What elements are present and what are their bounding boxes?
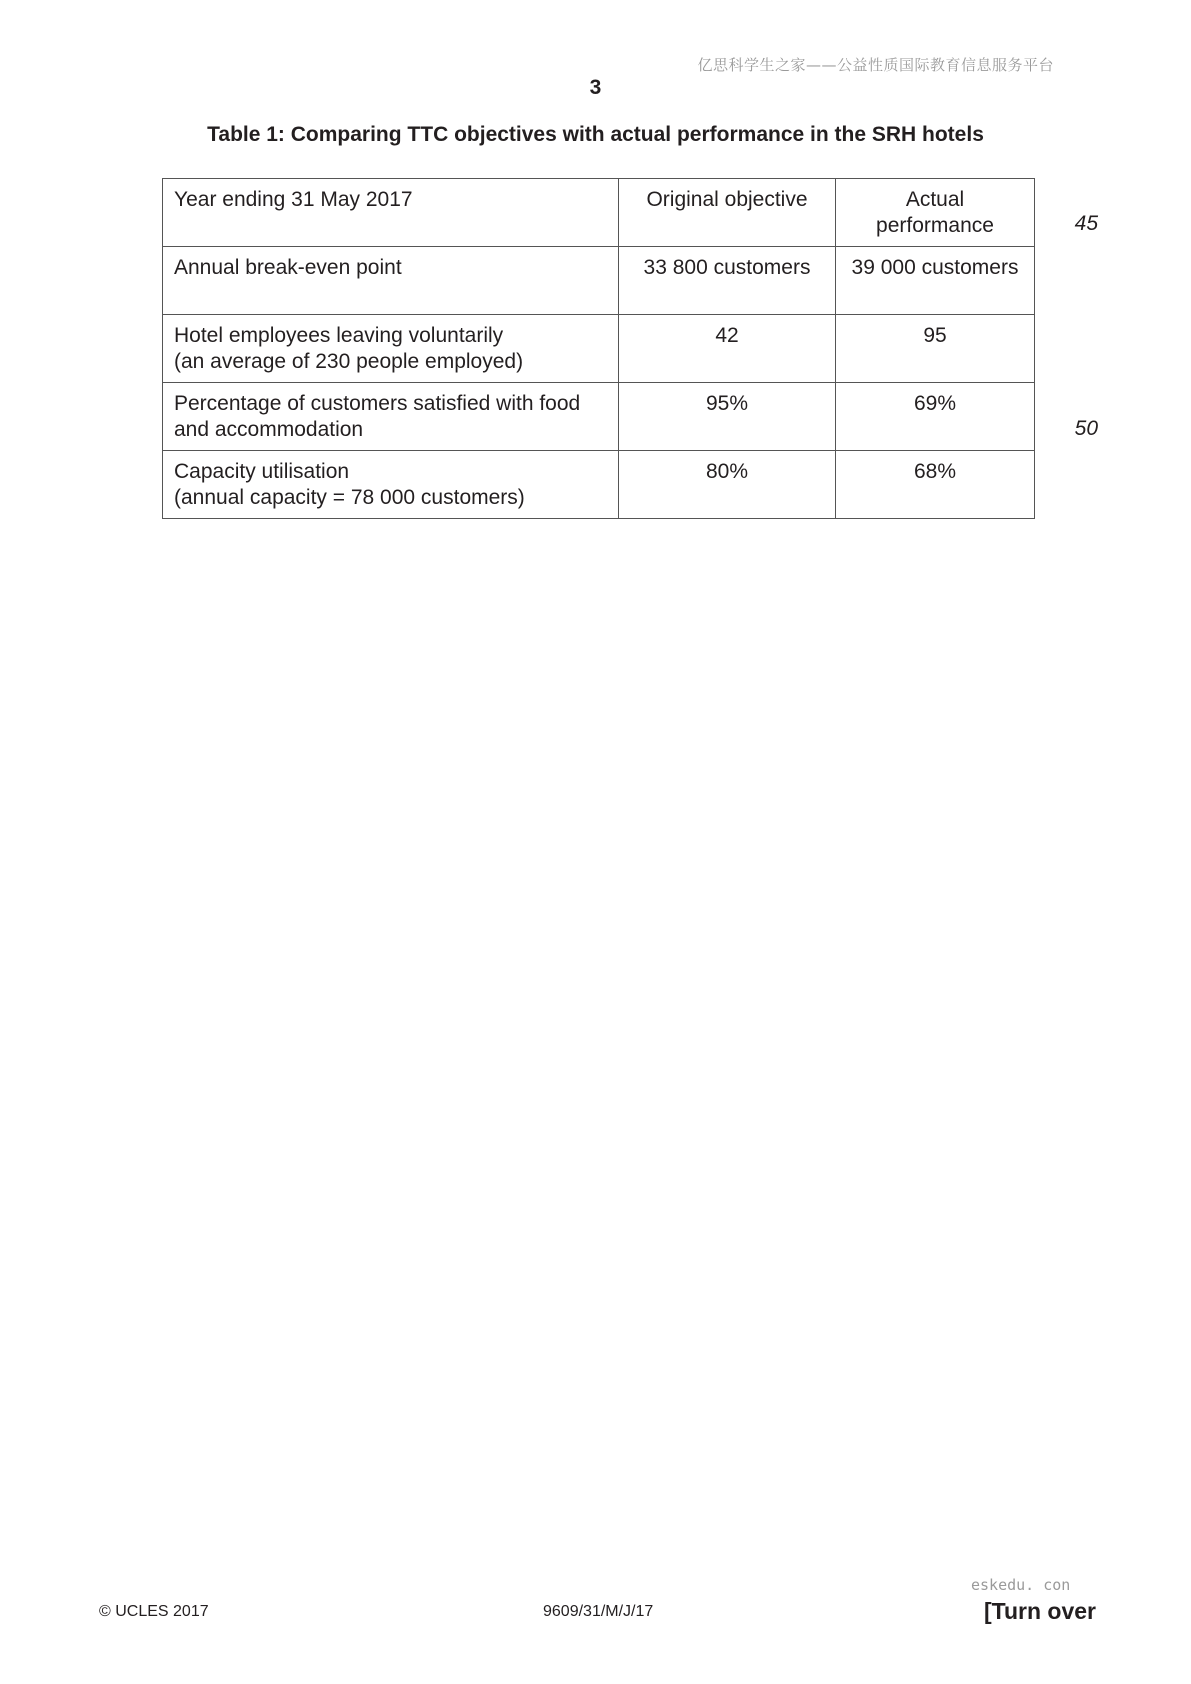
table-row: [163, 383, 1035, 451]
row-actual-value: 95: [836, 315, 1035, 383]
row-label: [163, 315, 619, 383]
line-number-45: 45: [1074, 212, 1098, 235]
row-label-line1: Capacity utilisation: [174, 460, 350, 483]
row-original-value: 42: [619, 315, 836, 383]
header-cell-actual: [836, 179, 1035, 247]
row-label-line1: Percentage of customers satisfied with food: [174, 392, 581, 415]
row-actual-value: 69%: [836, 383, 1035, 451]
row-original-value: 33 800 customers: [619, 247, 836, 315]
page-number: 3: [589, 76, 602, 99]
table-row: [163, 315, 1035, 383]
table-row: [163, 247, 1035, 315]
row-label: [163, 247, 619, 315]
line-number-50: 50: [1074, 417, 1098, 440]
header-cell-original: Original objective: [619, 179, 836, 247]
copyright-notice: © UCLES 2017: [99, 1603, 209, 1620]
row-original-value: 80%: [619, 451, 836, 519]
row-label-line2: (annual capacity = 78 000 customers): [174, 486, 525, 509]
row-actual-value: 68%: [836, 451, 1035, 519]
header-cell-label: Year ending 31 May 2017: [163, 179, 619, 247]
row-label: [163, 383, 619, 451]
header-watermark: 亿思科学生之家——公益性质国际教育信息服务平台: [697, 56, 1054, 74]
performance-table: [162, 178, 1035, 519]
paper-code: 9609/31/M/J/17: [543, 1603, 654, 1620]
table-title: Table 1: Comparing TTC objectives with actual performance in the SRH hotels: [207, 123, 984, 146]
row-actual-value: 39 000 customers: [836, 247, 1035, 315]
row-original-value: 95%: [619, 383, 836, 451]
row-label-line2: and accommodation: [174, 418, 364, 441]
table-row: [163, 451, 1035, 519]
footer-watermark: eskedu. con: [971, 1576, 1071, 1594]
row-label-line1: Annual break-even point: [174, 256, 402, 279]
table-header-row: [163, 179, 1035, 247]
turn-over-label: [Turn over: [983, 1598, 1096, 1624]
header-actual-line2: performance: [876, 214, 994, 237]
row-label-line1: Hotel employees leaving voluntarily: [174, 324, 504, 347]
row-label: [163, 451, 619, 519]
header-actual-line1: Actual: [905, 188, 965, 211]
row-label-line2: (an average of 230 people employed): [174, 350, 524, 373]
